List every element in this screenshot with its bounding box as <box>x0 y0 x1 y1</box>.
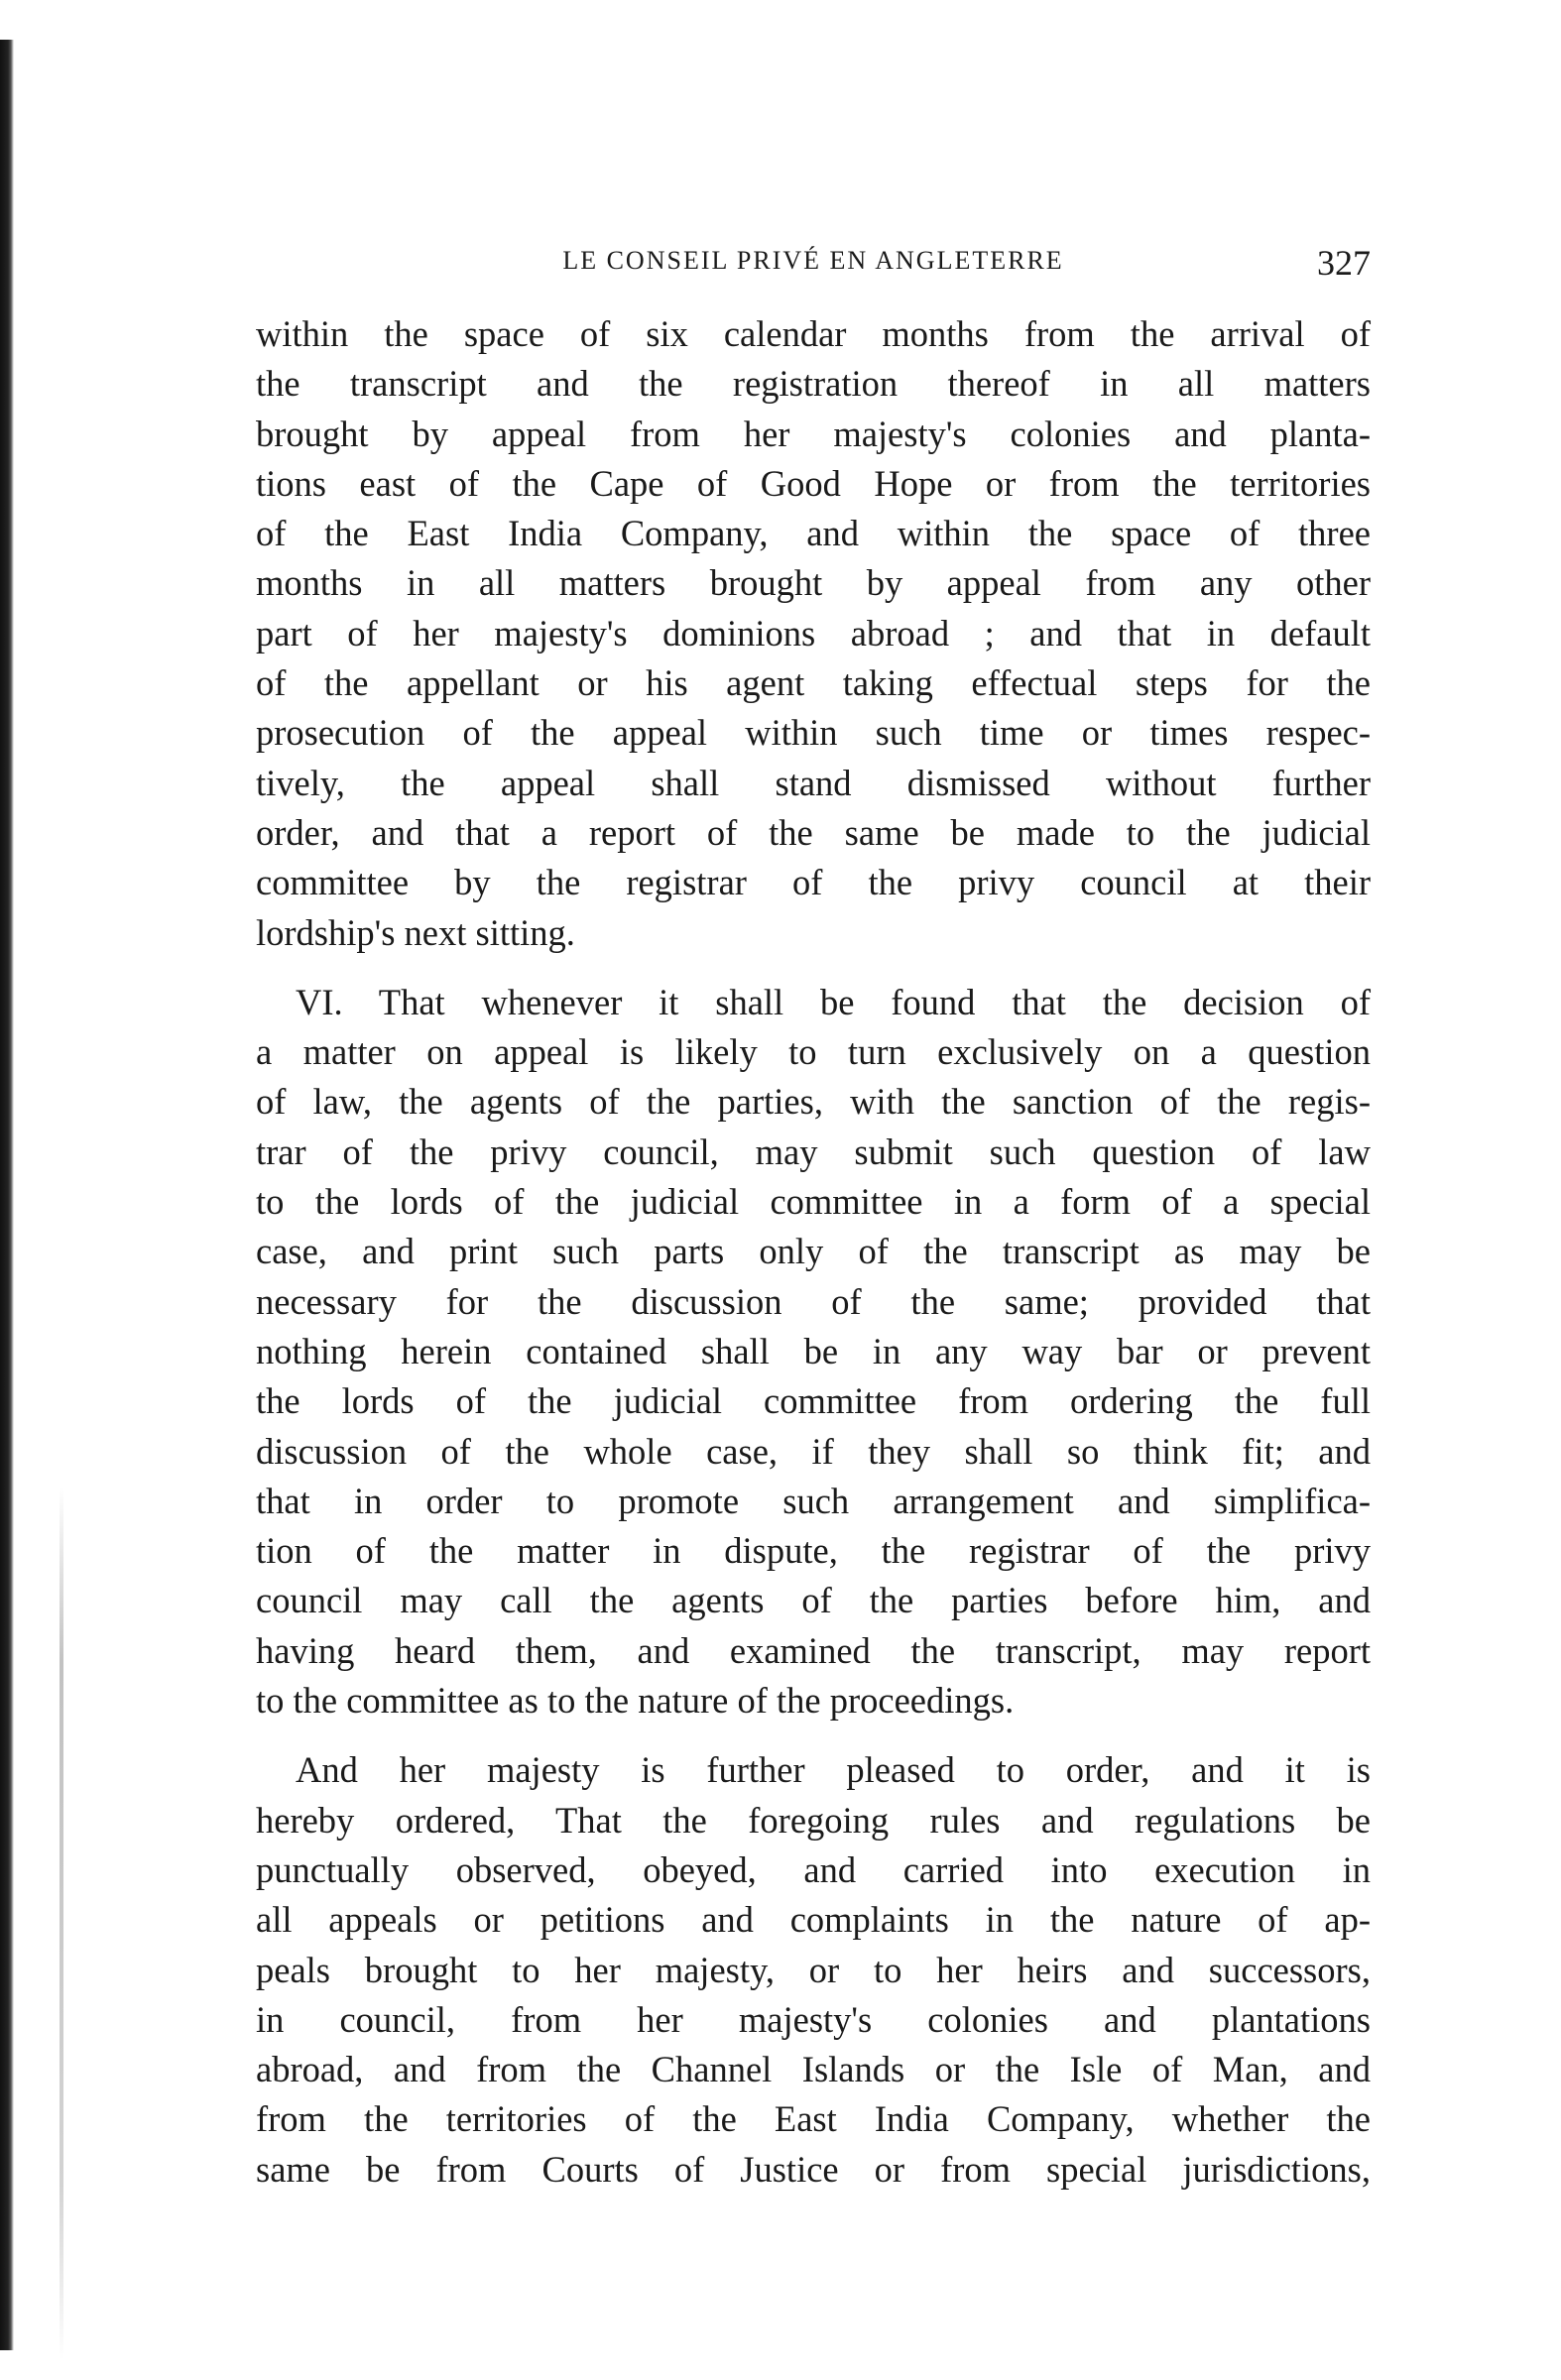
text-line: tions east of the Cape of Good Hope or from the territories <box>256 462 1371 504</box>
text-line: hereby ordered, That the foregoing rules and regulations be <box>256 1799 1371 1841</box>
paragraph-continuation <box>256 309 1371 958</box>
text-line: months in all matters brought by appeal from any other <box>256 562 1371 604</box>
text-line: necessary for the discussion of the same; provided that <box>256 1280 1371 1322</box>
text-line: of the appellant or his agent taking effectual steps for the <box>256 662 1371 704</box>
text-line: the lords of the judicial committee from ordering the full <box>256 1380 1371 1422</box>
text-line: in council, from her majesty's colonies and plantations <box>256 1998 1371 2040</box>
running-title: LE CONSEIL PRIVÉ EN ANGLETERRE <box>562 246 1064 275</box>
text-line: same be from Courts of Justice or from special jurisdictions, <box>256 2148 1371 2190</box>
paragraph-order <box>256 1745 1371 2195</box>
text-line: that in order to promote such arrangement and simplifica- <box>256 1480 1371 1521</box>
text-line: trar of the privy council, may submit such question of law <box>256 1130 1371 1172</box>
text-line: having heard them, and examined the transcript, may report <box>256 1629 1371 1671</box>
text-line: council may call the agents of the parties before him, and <box>256 1580 1371 1621</box>
text-line: the transcript and the registration thereof in all matters <box>256 363 1371 405</box>
text-line: of the East India Company, and within the space of three <box>256 513 1371 554</box>
text-line: lordship's next sitting. <box>256 911 575 953</box>
text-line: discussion of the whole case, if they shall so think fit; and <box>256 1430 1371 1472</box>
text-line: a matter on appeal is likely to turn exclusively on a question <box>256 1031 1371 1073</box>
text-line: brought by appeal from her majesty's colonies and planta- <box>256 413 1371 454</box>
page-edge-mark <box>60 1488 63 2360</box>
text-line: nothing herein contained shall be in any way bar or prevent <box>256 1330 1371 1371</box>
text-line: case, and print such parts only of the transcript as may be <box>256 1231 1371 1272</box>
text-line: abroad, and from the Channel Islands or the Isle of Man, and <box>256 2049 1371 2090</box>
text-line: punctually observed, obeyed, and carried into execution in <box>256 1848 1371 1890</box>
text-line: from the territories of the East India Company, whether the <box>256 2098 1371 2140</box>
text-line: VI. That whenever it shall be found that the decision of <box>296 981 1371 1022</box>
body-text <box>256 309 1371 2195</box>
text-line: part of her majesty's dominions abroad ; and that in default <box>256 612 1371 654</box>
text-line: peals brought to her majesty, or to her heirs and successors, <box>256 1949 1371 1990</box>
text-line: committee by the registrar of the privy council at their <box>256 862 1371 903</box>
binding-shadow <box>0 40 14 2350</box>
text-line: order, and that a report of the same be made to the judicial <box>256 811 1371 853</box>
text-line: of law, the agents of the parties, with the sanction of the regis- <box>256 1081 1371 1123</box>
page-number: 327 <box>1317 243 1371 283</box>
text-line: tion of the matter in dispute, the registrar of the privy <box>256 1530 1371 1572</box>
text-line: And her majesty is further pleased to order, and it is <box>296 1749 1371 1791</box>
text-line: prosecution of the appeal within such time or times respec- <box>256 712 1371 754</box>
text-line: within the space of six calendar months from the arrival of <box>256 313 1371 354</box>
running-header <box>256 242 1371 282</box>
text-line: to the lords of the judicial committee in a form of a special <box>256 1181 1371 1223</box>
text-line: to the committee as to the nature of the proceedings. <box>256 1680 1015 1722</box>
text-line: tively, the appeal shall stand dismissed without further <box>256 762 1371 803</box>
paragraph-article-vi <box>256 978 1371 1726</box>
text-line: all appeals or petitions and complaints in the nature of ap- <box>256 1899 1371 1941</box>
